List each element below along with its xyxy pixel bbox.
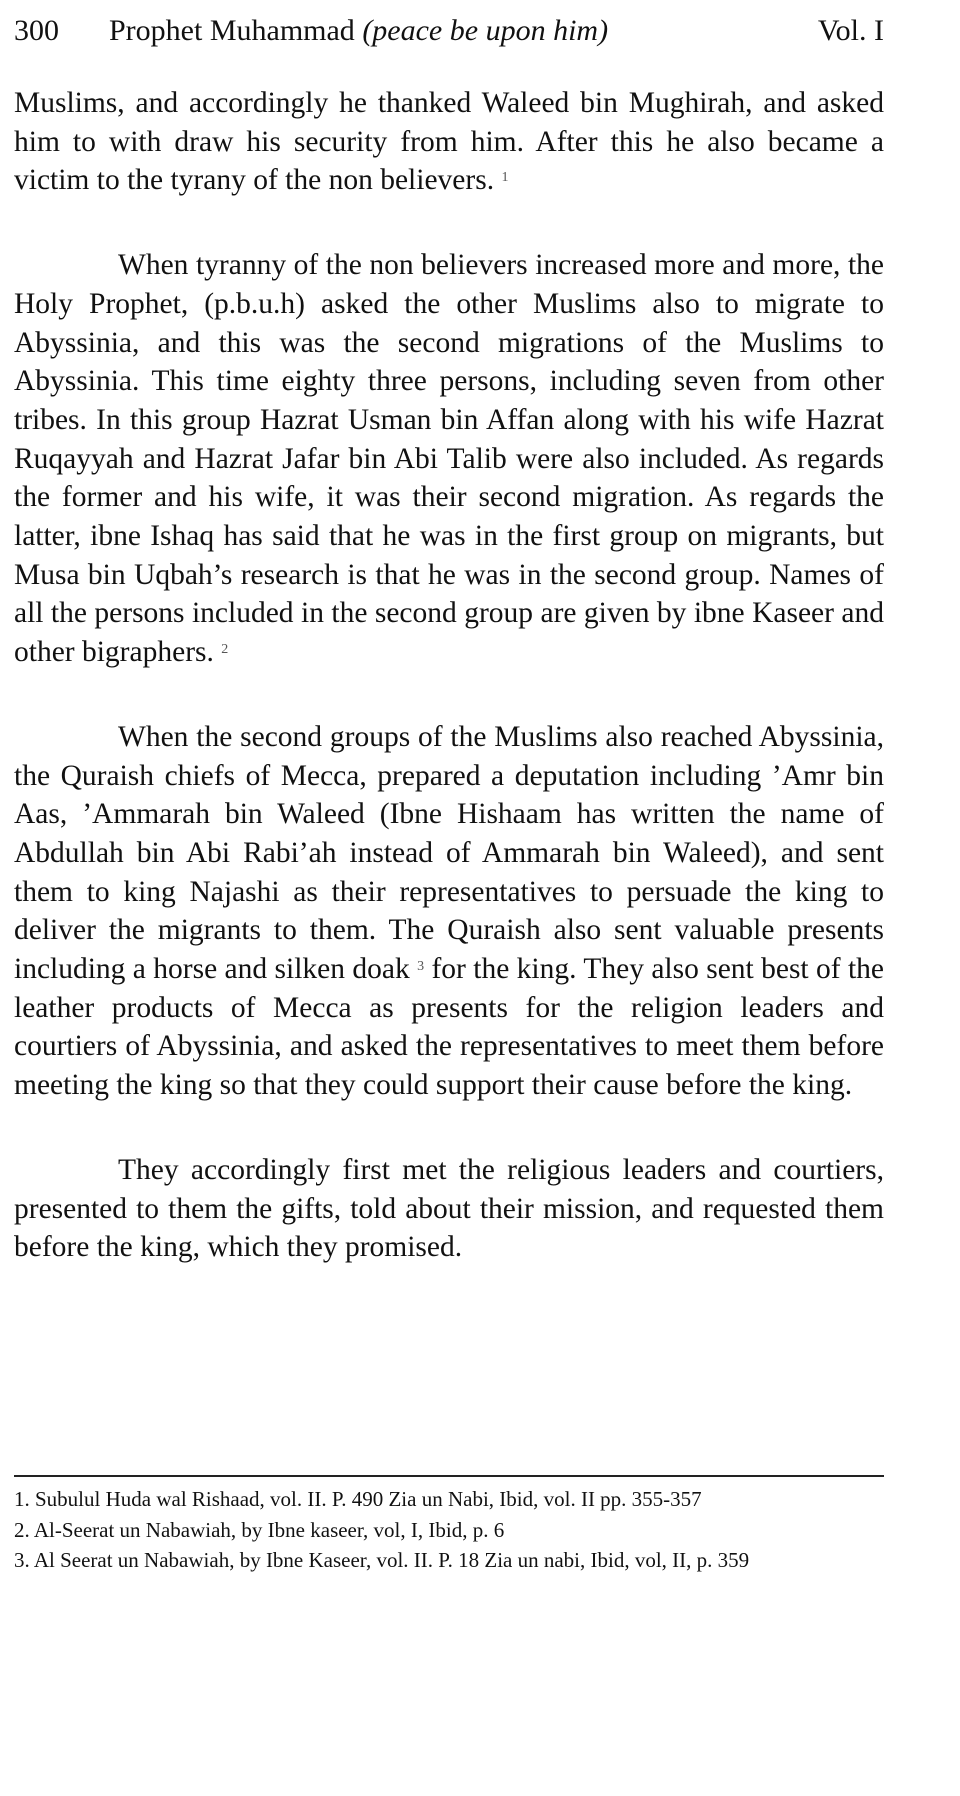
footnote-ref-1: 1 (501, 170, 509, 186)
paragraph-3-text-before: When the second groups of the Muslims also reached Abyssinia, the Quraish chiefs of Mecca, prepared a deputation including ’Amr bin Aas, ’Ammarah bin Waleed (Ibne Hishaam has written the name of Abdullah bin Abi Rabi’ah instead of Ammarah bin Waleed), and sent them to king Najashi as their representatives to persuade the king to deliver the migrants to them. The Quraish also sent valuable presents including a horse and silken doak (14, 720, 884, 986)
footnote-ref-3: 3 (417, 959, 425, 975)
paragraph-4 (14, 1151, 884, 1267)
running-title-main: Prophet Muhammad (109, 14, 363, 47)
footnote-ref-2: 2 (221, 642, 229, 658)
paragraph-4-text: They accordingly first met the religious leaders and courtiers, presented to them the gifts, told about their mission, and requested them before the king, which they promised. (14, 1153, 884, 1264)
volume-label: Vol. I (817, 14, 884, 47)
footnote-2: 2. Al-Seerat un Nabawiah, by Ibne kaseer, vol, I, Ibid, p. 6 (14, 1517, 505, 1542)
paragraph-1-text: Muslims, and accordingly he thanked Waleed bin Mughirah, and asked him to with draw his security from him. After this he also became a victim to the tyrany of the non believers. (14, 87, 884, 197)
footnotes (14, 1484, 884, 1576)
footnote-divider (14, 1475, 884, 1477)
paragraph-2 (14, 246, 884, 672)
paragraph-2-text: When tyranny of the non believers increased more and more, the Holy Prophet, (p.b.u.h) asked the other Muslims also to migrate to Abyssinia, and this was the second migrations of the Muslims to Abyssinia. This time eighty three persons, including seven from other tribes. In this group Hazrat Usman bin Affan along with his wife Hazrat Ruqayyah and Hazrat Jafar bin Abi Talib were also included. As regards the former and his wife, it was their second migration. As regards the latter, ibne Ishaq has said that he was in the first group on migrants, but Musa bin Uqbah’s research is that he was in the second group. Names of all the persons included in the second group are given by ibne Kaseer and other bigraphers. (14, 249, 884, 669)
paragraph-3-text-after: for the king. They also sent best of the leather products of Mecca as presents for the religion leaders and courtiers of Abyssinia, and asked the representatives to meet them before meeting the king so that they could support their cause before the king. (14, 953, 884, 1102)
paragraph-3 (14, 718, 884, 1105)
running-title-honorific: (peace be upon him) (362, 14, 609, 47)
running-header (14, 10, 884, 52)
footnote-1: 1. Subulul Huda wal Rishaad, vol. II. P. 490 Zia un Nabi, Ibid, vol. II pp. 355-357 (14, 1487, 702, 1511)
running-title (109, 10, 608, 52)
paragraph-1 (14, 84, 884, 200)
page-number: 300 (14, 14, 59, 47)
footnote-3: 3. Al Seerat un Nabawiah, by Ibne Kaseer, vol. II. P. 18 Zia un nabi, Ibid, vol, II, p. 359 (14, 1548, 750, 1572)
body-text (14, 84, 884, 1313)
